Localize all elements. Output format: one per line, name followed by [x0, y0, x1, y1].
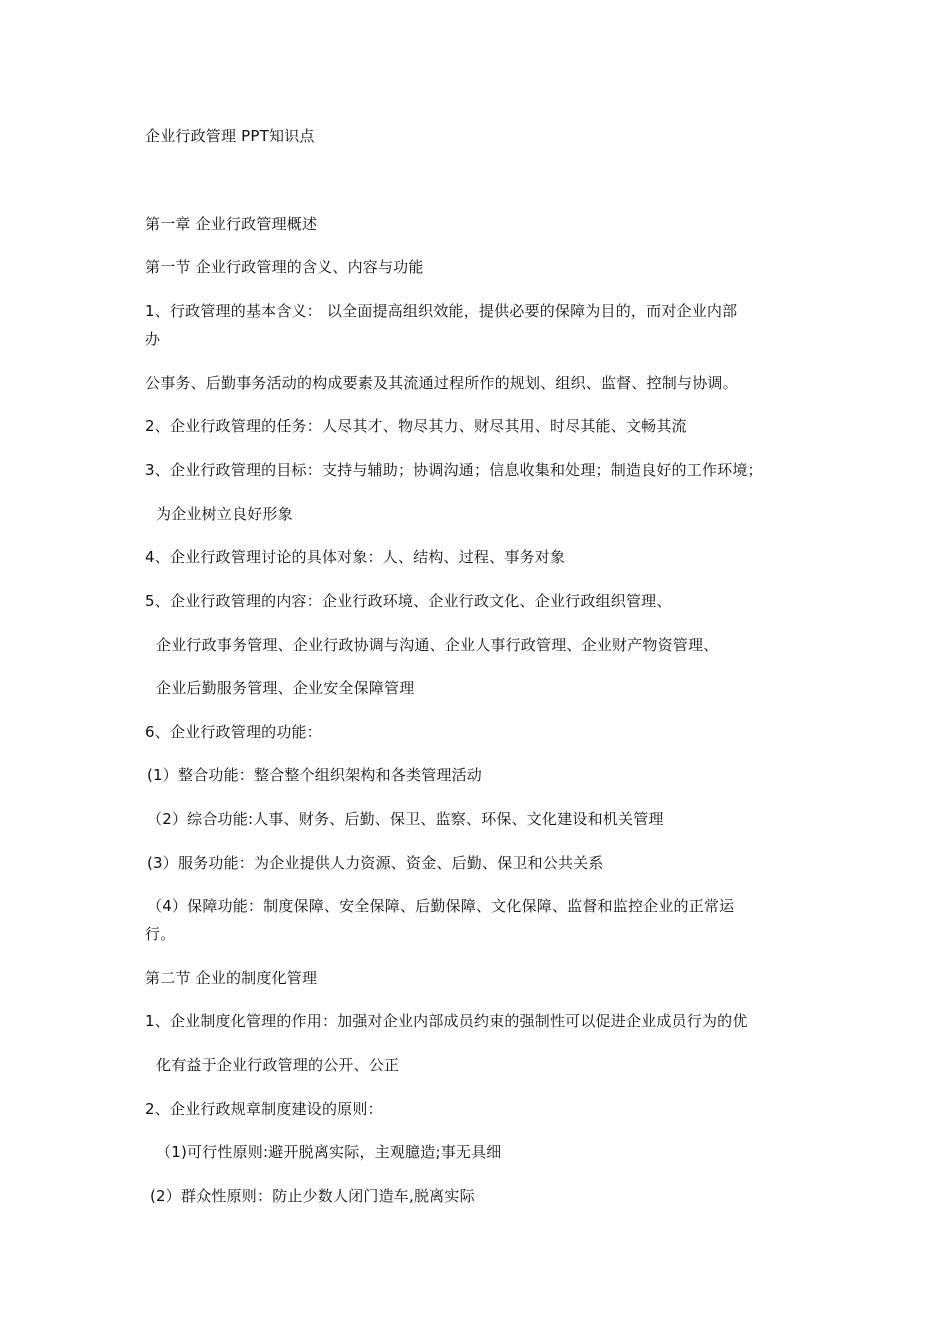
- paragraph-line: 行。: [145, 925, 176, 943]
- paragraph-line: 4、企业行政管理讨论的具体对象：人、结构、过程、事务对象: [145, 548, 566, 566]
- paragraph-line: （4）保障功能：制度保障、安全保障、后勤保障、文化保障、监督和监控企业的正常运: [147, 897, 735, 915]
- paragraph-line: 化有益于企业行政管理的公开、公正: [156, 1056, 400, 1074]
- paragraph-line: (3）服务功能：为企业提供人力资源、资金、后勤、保卫和公共关系: [147, 854, 604, 872]
- paragraph-line: 2、企业行政管理的任务：人尽其才、物尽其力、财尽其用、时尽其能、文畅其流: [145, 417, 687, 435]
- paragraph-line: 办: [145, 330, 161, 348]
- paragraph-line: (1）整合功能：整合整个组织架构和各类管理活动: [147, 766, 482, 784]
- paragraph-line: (2）群众性原则：防止少数人闭门造车,脱离实际: [150, 1187, 475, 1205]
- paragraph-line: 为企业树立良好形象: [156, 505, 293, 523]
- paragraph-line: 3、企业行政管理的目标：支持与辅助；协调沟通；信息收集和处理；制造良好的工作环境；: [145, 461, 763, 479]
- paragraph-line: 6、企业行政管理的功能：: [145, 723, 322, 741]
- paragraph-line: （2）综合功能:人事、财务、后勤、保卫、监察、环保、文化建设和机关管理: [147, 810, 664, 828]
- paragraph-line: （1)可行性原则:避开脱离实际，主观臆造;事无具细: [156, 1143, 502, 1161]
- paragraph-line: 公事务、后勤事务活动的构成要素及其流通过程所作的规划、组织、监督、控制与协调。: [145, 374, 738, 392]
- chapter-heading: 第一章 企业行政管理概述: [145, 215, 318, 233]
- paragraph-line: 企业行政事务管理、企业行政协调与沟通、企业人事行政管理、企业财产物资管理、: [156, 636, 719, 654]
- paragraph-line: 企业后勤服务管理、企业安全保障管理: [156, 679, 415, 697]
- paragraph-line: 1、行政管理的基本含义： 以全面提高组织效能，提供必要的保障为目的，而对企业内部: [145, 302, 738, 320]
- section-heading: 第二节 企业的制度化管理: [145, 969, 318, 987]
- paragraph-line: 1、企业制度化管理的作用：加强对企业内部成员约束的强制性可以促进企业成员行为的优: [145, 1012, 748, 1030]
- section-heading: 第一节 企业行政管理的含义、内容与功能: [145, 258, 424, 276]
- document-title: 企业行政管理 PPT知识点: [145, 127, 315, 145]
- paragraph-line: 2、企业行政规章制度建设的原则：: [145, 1100, 383, 1118]
- paragraph-line: 5、企业行政管理的内容：企业行政环境、企业行政文化、企业行政组织管理、: [145, 592, 672, 610]
